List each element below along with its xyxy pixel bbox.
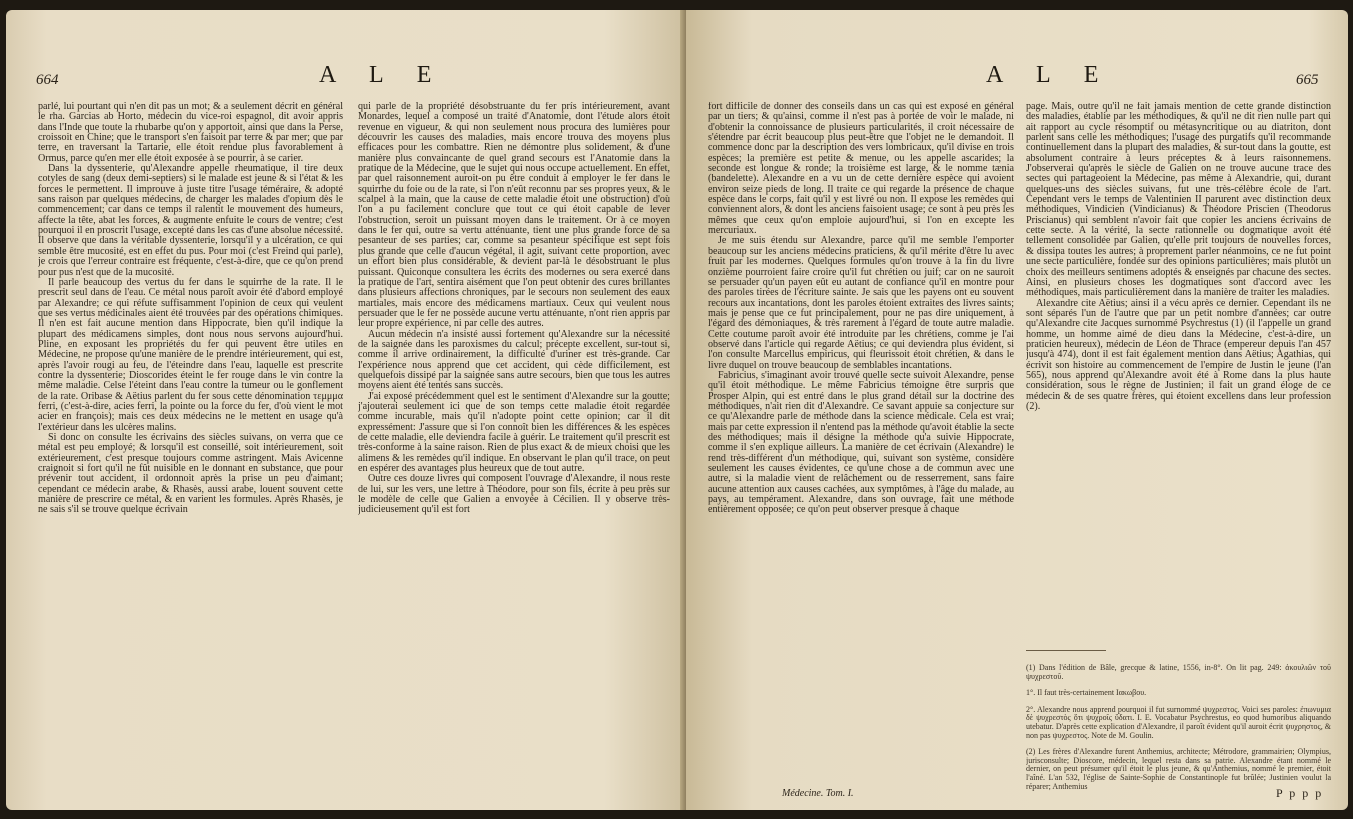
- footnote: (1) Dans l'édition de Bâle, grecque & latine, 1556, in-8°. On lit pag. 249: ἀκουλιῶν τοῦ ψυχρεστοῦ.: [1026, 663, 1331, 681]
- running-head: A L E: [986, 62, 1113, 88]
- paragraph: Fabricius, s'imaginant avoir trouvé quelle secte suivoit Alexandre, pense qu'il étoit méthodique. Le même Fabricius témoigne être surpris que Prosper Alpin, qui est entré dans le plus grand détail sur la doctrine des méthodiques, n'ait rien dit d'Alexandre. Ce savant appuie sa conjecture sur ce qu'Alexandre parle de méthode dans la science médicale. Cela est vrai; mais par cette expression il n'entend pas la méthode qu'avoit établie la secte des méthodiques; mais il désigne la méthode qu'a suivie Hippocrate, comme il s'en explique ailleurs. La manière de cet écrivain (Alexandre) le rend très-différent d'un méthodique, qui, suivant son système, considère seulement les causes évidentes, ce qu'une chose a de commun avec une autre, si la maladie vient de relâchement ou de resserrement, sans faire aucune attention aux causes cachées, aux symptômes, à l'âge du malade, au pays, au tempérament. Alexandre, dans son ouvrage, fait une méthode entièrement opposée; ce qu'on peut observer presque à chaque: [708, 369, 1014, 516]
- column-left-1: [38, 102, 343, 802]
- page-number: 664: [36, 72, 59, 88]
- signature-mark: P p p p: [1276, 786, 1324, 800]
- paragraph: page. Mais, outre qu'il ne fait jamais mention de cette grande distinction des maladies, établie par les méthodiques, & qu'il ne dit rien nulle part qui ait rapport au cycle résomptif ou métasyncritique ou au diatriton, dont parlent sans celle les méthodiques; l'usage des purgatifs qu'il recommande continuellement dans la plupart des maladies, & sur-tout dans la goutte, est absolument contraire à leurs préceptes & à leurs raisonnemens. J'observerai qu'après le siècle de Galien on ne trouve aucune trace des sectes qui partageoient la Médecine, pas même à Alexandrie, qui, durant quelques-uns des siècles suivans, fut une très-célèbre école de l'art. Cependant vers le temps de Valentinien II parurent avec distinction deux méthodiques, Vindicien (Vindicianus) & Théodore Priscien (Theodorus Priscianus) qui semblent n'avoir fait que copier les anciens écrivains de cette secte. A la vérité, la secte rationnelle ou dogmatique avoit été tellement consolidée par Galien, qu'elle prit toujours de nouvelles forces, & dissipa toutes les autres; à proprement parler néanmoins, ce ne fut point une secte particulière, fondée sur des opinions particulières; mais plutôt un choix des meilleurs sentimens adoptés & enseignés par chacune des sectes. Ainsi, en plusieurs choses les dogmatiques sont d'accord avec les méthodiques, mais particulièrement dans la manière de traiter les maladies.: [1026, 102, 1331, 299]
- paragraph: Dans la dyssenterie, qu'Alexandre appelle rheumatique, il tire deux cotyles de sang (deux demi-septiers) si le malade est jeune & si l'état & les forces le permettent. Il improuve à juste titre l'usage téméraire, & adopté sans raison par quelques médecins, de charger les malades d'opium dès le commencement; car dans ce temps il ralentit le mouvement des humeurs, affecte la tête, abat les forces, & augmente enfuite le cours de ventre; c'est pourquoi il en proscrit l'usage, excepté dans les cas d'une absolue nécessité. Il observe que dans la véritable dyssenterie, lorsqu'il y a ulcération, ce qui semble être mucosité, est en effet du pus. Pour moi (c'est Freind qui parle), je crois que l'erreur contraire est fréquente, c'est-à-dire, que ce qu'on prend pour pus n'est que de la mucosité.: [38, 163, 343, 278]
- column-left-2: [358, 102, 670, 802]
- footnote: 1°. Il faut très-certainement Ιακωβου.: [1026, 688, 1147, 698]
- paragraph: qui parle de la propriété désobstruante du fer prís intérieurement, avant Monardes, lequel a composé un traité d'Anatomie, dont l'étude alors étoit revenue en vigueur, & qui non seulement nous procura des lumières pour découvrir les causes des maladies, mais encore trouva des moyens plus efficaces pour les combattre. Rien ne démontre plus solidement, & d'une manière plus convaincante de quel grand secours est l'Anatomie dans la pratique de la Médecine, que le sujet qui nous occupe actuellement. En effet, par quel raisonnement auroit-on pu être conduit à employer le fer dans le squirrhe du foie ou de la rate, si l'on n'eût reconnu par ses propres yeux, & le scalpel à la main, que la cause de cette maladie étoit une obstruction) d'où l'on a pu facilement conclure que tout ce qui étoit capable de lever l'obstruction, seroit un puissant moyen dans le traitement. Or à ce moyen dans le fer qui, outre sa vertu atténuante, tient une plus grande force de sa pesanteur de ses parties; car, comme sa pesanteur spécifique est sept fois plus grande que celle d'aucun végétal, il agit, suivant cette proportion, avec un effort bien plus considérable, & devient par-là le désobstruant le plus puissant. Quiconque consultera les écrits des modernes ou sera exercé dans la pratique de l'art, sentira aisément que l'on peut obtenir des cures brillantes dans plusieurs affections chroniques, par le secours non seulement des eaux martiales, mais encore des médicamens martiaux. Ceux qui veulent nous persuader que le fer ne possède aucune vertu atténuante, n'ont rien appris par leur propre expérience, ni par celle des autres.: [358, 102, 670, 330]
- footnote-rule: [1026, 650, 1106, 651]
- paragraph: Outre ces douze livres qui composent l'ouvrage d'Alexandre, il nous reste de lui, sur les vers, une lettre à Théodore, pour son fils, écrite à peu près sur le modèle de celle que Galien a envoyée à Cécilien. Il y observe très-judicieusement qu'il est fort: [358, 473, 670, 516]
- footnote: 2°. Alexandre nous apprend pourquoi il fut surnommé ψυχρεστος. Voici ses paroles: ἐπωνυμια δὲ ψυχρεστὸς ὅτι ψυχροῖς ὕδατι. I. E. Vocabatur Psychrestus, eo quod humoribus aliquando utebatur. D'après cette explication d'Alexandre, il paroît évident qu'il auroit écrit ψυχρηστος, & non pas ψυχρεστος. Note de M. Goulin.: [1026, 704, 1331, 740]
- column-right-2: [1026, 102, 1331, 642]
- paragraph: Il parle beaucoup des vertus du fer dans le squirrhe de la rate. Il le prescrit seul dans de l'eau. Ce métal nous paroît avoir été d'abord employé par Alexandre; ce qui réfute suffisamment l'opinion de ceux qui veulent que ses vertus médicinales aient été trouvées par des opérations chimiques. Il n'en est fait aucune mention dans Hippocrate, bien qu'il indique la plupart des médicamens simples, dont nous nous servons aujourd'hui. Pline, en exposant les propriétés du fer qui peuvent être utiles en Médecine, ne propose qu'une manière de le prendre intérieurement, qui est, après l'avoir rougi au feu, de l'éteindre dans l'eau, laquelle est prescrite contre la dyssenterie; Dioscorides éteint le fer rouge dans le vin contre la même maladie. Celse l'éteint dans l'eau contre la tumeur ou le gonflement de la rate. Oribase & Aëtius parlent du fer sous cette dénomination τεμμμα ferri, (c'est-à-dire, acies ferri, la pointe ou la force du fer, d'où vient le mot acier en françois); mais ces deux médecins ne le mettent en usage qu'à l'extérieur dans les ulcères malins.: [38, 276, 343, 433]
- column-right-1: [708, 102, 1014, 786]
- footnotes: [1026, 656, 1331, 794]
- paragraph: Aucun médecin n'a insisté aussi fortement qu'Alexandre sur la nécessité de la saignée dans les paroxismes du calcul; précepte excellent, sur-tout si, comme il arrive ordinairement, la difficulté d'uriner est très-grande. Car l'expérience nous apprend que cet accident, qui cède difficilement, est quelquefois dissipé par la saignée sans autre secours, bien que tous les autres moyens aient été tentés sans succès.: [358, 328, 670, 392]
- paragraph: J'ai exposé précédemment quel est le sentiment d'Alexandre sur la goutte; j'ajouterai seulement ici que de son temps cette maladie étoit regardée comme incurable, mais qu'il n'adopte point cette opinion; car il dit expressément: J'assure que si l'on connoît bien les différences & les espèces de cette maladie, elle deviendra facile à guérir. Le traitement qu'il prescrit est très-conforme à la saine raison. Rien de plus exact & de mieux choisi que les alimens & les remèdes qu'il indique. En observant le plan qu'il trace, on peut en espérer des avantages plus heureux que de tout autre.: [358, 390, 670, 475]
- paragraph: Alexandre cite Aëtius; ainsi il a vécu après ce dernier. Cependant ils ne sont séparés l'un de l'autre que par un petit nombre d'années; car outre qu'Alexandre cite Jacques surnommé Psychrestus (1) (il l'appelle un grand homme, un homme aimé de dieu dans la Médecine, c'est-à-dire, un praticien heureux), médecin de Léon de Thrace (empereur depuis l'an 457 jusqu'à 474), dont il est fait également mention dans Aëtius; Agathias, qui écrivit son histoire au commencement de l'empire de Justin le jeune (l'an 565), nous apprend qu'Alexandre avoit été à Rome dans la plus haute considération, sous le règne de Justinien; il fait un grand éloge de ce médecin & de ses quatre frères, qui étoient excellens dans leur profession (2).: [1026, 297, 1331, 412]
- paragraph: Si donc on consulte les écrivains des siècles suivans, on verra que ce métal est peu employé; & lorsqu'il est conseillé, soit intérieurement, soit extérieurement, c'est presque toujours comme astringent. Mais Avicenne craignoit si fort qu'il ne fût nuisible en le donnant en substance, que pour prévenir tout accident, il ordonnoit après la prise un peu d'aimant; cependant ce médecin arabe, & Rhasès, aussi arabe, louent souvent cette manière de prescrire ce métal, & en varient les formules. Après Rhasès, je ne sais s'il se trouve quelque écrivain: [38, 432, 343, 516]
- footer-volume: Médecine. Tom. I.: [782, 788, 854, 799]
- paragraph: fort difficile de donner des conseils dans un cas qui est exposé en général par un tiers; & qu'ainsi, comme il n'est pas à portée de voir le malade, ni d'obtenir la connoissance de plusieurs particularités, il croit nécessaire de s'étendre par écrit beaucoup plus peut-être que l'objet ne le demandoit. Il commence donc par la description des vers lombricaux, qu'il divise en trois espèces; la première est petite & menue, ou les appelle ascarides; la seconde est longue & ronde; la troisième est large, & le nomme tænia (bandelette). Alexandre en a vu un de cette dernière espèce qui avoient environ seize pieds de long. Il traite ce qui regarde la présence de chaque espèce dans le corps, fait qu'il y est livré ou non. Il expose les remèdes qui conviennent alors, & dont les anciens faisoient usage; ce sont à peu près les mêmes que ceux qu'on emploie aujourd'hui, si l'on en excepte les mercuriaux.: [708, 102, 1014, 237]
- left-page: [6, 10, 686, 810]
- footnote: (2) Les frères d'Alexandre furent Anthemius, architecte; Métrodore, grammairien; Olympius, jurisconsulte; Dioscore, médecin, lequel resta dans sa patrie. Alexandre étant nommé le dernier, on peut présumer qu'il étoit le plus jeune, & qu'Anthemius, nommé le premier, étoit l'aîné. L'an 532, l'église de Sainte-Sophie de Constantinople fut brûlée; Justinien voulut la réparer; Anthemius: [1026, 747, 1331, 791]
- paragraph: Je me suis étendu sur Alexandre, parce qu'il me semble l'emporter beaucoup sur les anciens médecins praticiens, & qu'il mérite d'être lu avec fruit par les modernes. Quelques formules qu'on trouve à la fin du livre onzième pourroient faire croire qu'il fut chrétien ou juif; car on ne sauroit se persuader qu'un payen eût eu autant de confiance qu'il en montre pour des paroles tirées de l'écriture sainte. Je sais que les payens ont eu souvent recours aux incantations, dont les paroles étoient extraites des livres saints; mais je pense que ce fut principalement, pour ne pas dire uniquement, à l'égard des démoniaques, & très rarement à l'égard de toute autre maladie. Cette coutume paroît avoir été introduite par les chrétiens, comme je l'ai observé dans l'article qui regarde Aëtius; ce qui deviendra plus évident, si l'on consulte Marcellus empiricus, qui fleurissoit étoit chrétien, & dans le livre duquel on trouve beaucoup de semblables incantations.: [708, 235, 1014, 371]
- paragraph: parlé, lui pourtant qui n'en dit pas un mot; & a seulement décrit en général le rha. Garcias ab Horto, médecin du vice-roi espagnol, dit avoir appris dans l'Inde que toute la rhubarbe qu'on y apportoit, ainsi que dans la Perse, croissoit en Chine; que le transport s'en faisoit par terre & par mer; que par terre, en traversant la Tartarie, elle étoit rendue plus favorablement à Ormus, parce qu'en mer elle étoit exposée à se pourrir, à se carier.: [38, 102, 343, 164]
- running-head: A L E: [319, 62, 446, 88]
- right-page: [686, 10, 1348, 810]
- page-number: 665: [1296, 72, 1319, 88]
